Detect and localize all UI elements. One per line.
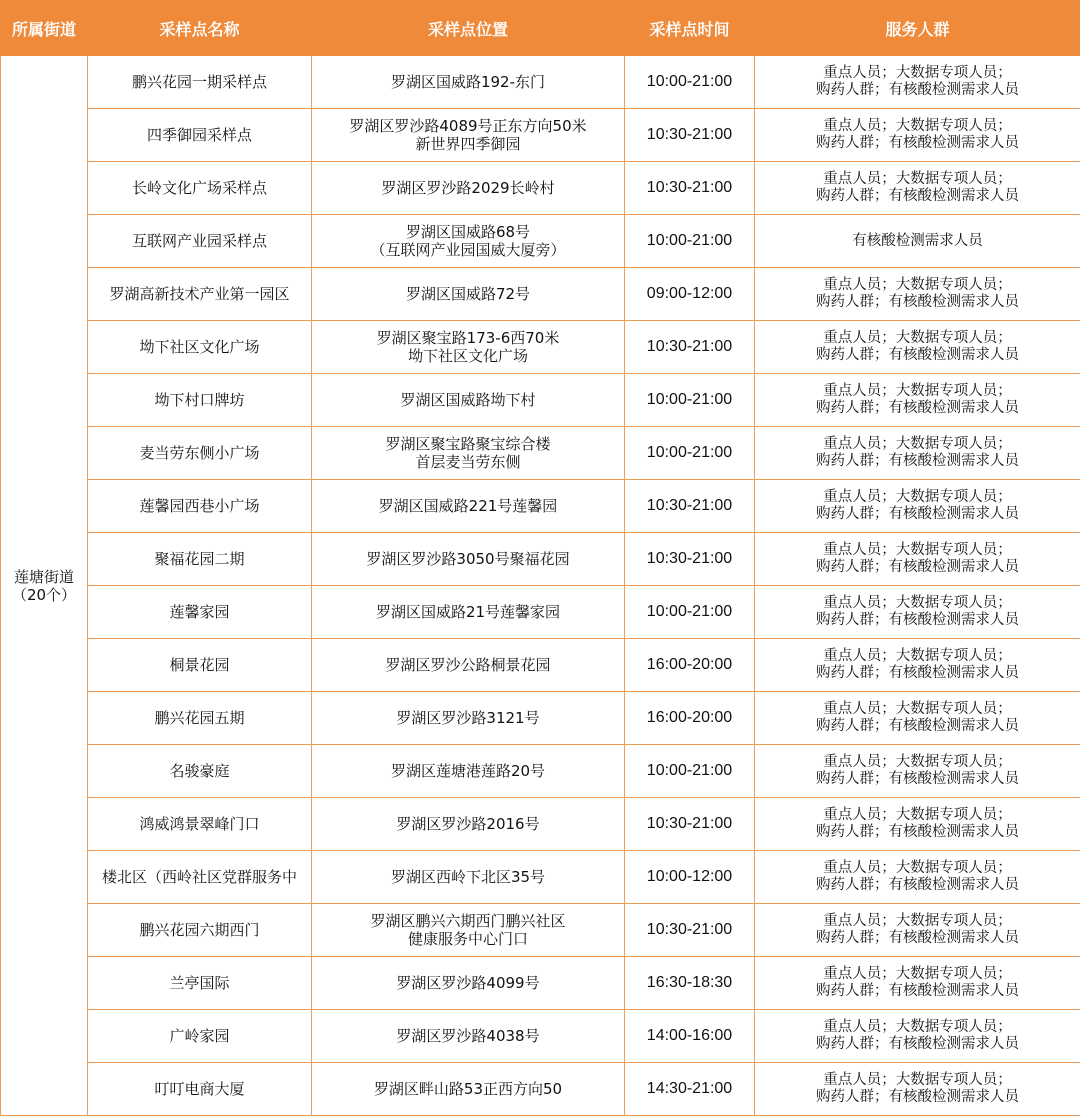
site-location-cell: 罗湖区国威路72号 (312, 268, 625, 321)
site-time-cell: 10:00-21:00 (625, 56, 755, 109)
site-time-cell: 10:30-21:00 (625, 533, 755, 586)
table-row (1, 56, 1080, 109)
site-name-cell: 莲馨园西巷小广场 (88, 480, 312, 533)
site-time-cell: 10:30-21:00 (625, 109, 755, 162)
site-name-cell: 坳下村口牌坊 (88, 374, 312, 427)
site-location-cell: 罗湖区国威路坳下村 (312, 374, 625, 427)
site-name-cell: 麦当劳东侧小广场 (88, 427, 312, 480)
table-row (1, 745, 1080, 798)
site-location-cell: 罗湖区国威路21号莲馨家园 (312, 586, 625, 639)
table-header-row (1, 1, 1080, 56)
site-location-cell: 罗湖区国威路192-东门 (312, 56, 625, 109)
table-row (1, 268, 1080, 321)
site-time-cell: 10:00-21:00 (625, 745, 755, 798)
header-site-time: 采样点时间 (625, 1, 755, 56)
site-name-cell: 罗湖高新技术产业第一园区 (88, 268, 312, 321)
table-row (1, 798, 1080, 851)
site-time-cell: 10:30-21:00 (625, 798, 755, 851)
service-group-cell: 重点人员；大数据专项人员； 购药人群；有核酸检测需求人员 (755, 957, 1080, 1010)
table-row (1, 1010, 1080, 1063)
site-location-cell: 罗湖区莲塘港莲路20号 (312, 745, 625, 798)
site-location-cell: 罗湖区罗沙路4089号正东方向50米 新世界四季御园 (312, 109, 625, 162)
site-time-cell: 14:30-21:00 (625, 1063, 755, 1116)
service-group-cell: 重点人员；大数据专项人员； 购药人群；有核酸检测需求人员 (755, 851, 1080, 904)
table-row (1, 692, 1080, 745)
site-location-cell: 罗湖区罗沙路4099号 (312, 957, 625, 1010)
site-location-cell: 罗湖区聚宝路173-6西70米 坳下社区文化广场 (312, 321, 625, 374)
service-group-cell: 重点人员；大数据专项人员； 购药人群；有核酸检测需求人员 (755, 639, 1080, 692)
site-name-cell: 鹏兴花园六期西门 (88, 904, 312, 957)
service-group-cell: 重点人员；大数据专项人员； 购药人群；有核酸检测需求人员 (755, 692, 1080, 745)
site-name-cell: 桐景花园 (88, 639, 312, 692)
table-row (1, 215, 1080, 268)
site-name-cell: 名骏豪庭 (88, 745, 312, 798)
service-group-cell: 有核酸检测需求人员 (755, 215, 1080, 268)
site-location-cell: 罗湖区畔山路53正西方向50 (312, 1063, 625, 1116)
street-cell: 莲塘街道 （20个） (1, 56, 88, 1116)
service-group-cell: 重点人员；大数据专项人员； 购药人群；有核酸检测需求人员 (755, 480, 1080, 533)
site-time-cell: 16:00-20:00 (625, 692, 755, 745)
site-location-cell: 罗湖区罗沙公路桐景花园 (312, 639, 625, 692)
site-name-cell: 鹏兴花园五期 (88, 692, 312, 745)
site-name-cell: 长岭文化广场采样点 (88, 162, 312, 215)
site-time-cell: 10:30-21:00 (625, 321, 755, 374)
table-row (1, 480, 1080, 533)
header-site-name: 采样点名称 (88, 1, 312, 56)
table-row (1, 904, 1080, 957)
header-service-group: 服务人群 (755, 1, 1080, 56)
table-row (1, 109, 1080, 162)
site-location-cell: 罗湖区罗沙路2016号 (312, 798, 625, 851)
site-time-cell: 10:00-21:00 (625, 215, 755, 268)
service-group-cell: 重点人员；大数据专项人员； 购药人群；有核酸检测需求人员 (755, 268, 1080, 321)
site-time-cell: 10:30-21:00 (625, 904, 755, 957)
site-location-cell: 罗湖区西岭下北区35号 (312, 851, 625, 904)
service-group-cell: 重点人员；大数据专项人员； 购药人群；有核酸检测需求人员 (755, 533, 1080, 586)
table-row (1, 321, 1080, 374)
table-row (1, 1063, 1080, 1116)
table-row (1, 851, 1080, 904)
site-time-cell: 10:30-21:00 (625, 162, 755, 215)
site-name-cell: 坳下社区文化广场 (88, 321, 312, 374)
site-time-cell: 10:00-21:00 (625, 586, 755, 639)
service-group-cell: 重点人员；大数据专项人员； 购药人群；有核酸检测需求人员 (755, 56, 1080, 109)
service-group-cell: 重点人员；大数据专项人员； 购药人群；有核酸检测需求人员 (755, 1063, 1080, 1116)
service-group-cell: 重点人员；大数据专项人员； 购药人群；有核酸检测需求人员 (755, 904, 1080, 957)
site-time-cell: 10:00-21:00 (625, 427, 755, 480)
site-name-cell: 鹏兴花园一期采样点 (88, 56, 312, 109)
site-location-cell: 罗湖区罗沙路3050号聚福花园 (312, 533, 625, 586)
site-name-cell: 鸿威鸿景翠峰门口 (88, 798, 312, 851)
table-row (1, 586, 1080, 639)
table-row (1, 427, 1080, 480)
service-group-cell: 重点人员；大数据专项人员； 购药人群；有核酸检测需求人员 (755, 1010, 1080, 1063)
service-group-cell: 重点人员；大数据专项人员； 购药人群；有核酸检测需求人员 (755, 586, 1080, 639)
table-row (1, 957, 1080, 1010)
table-row (1, 639, 1080, 692)
site-time-cell: 10:30-21:00 (625, 480, 755, 533)
table-row (1, 533, 1080, 586)
site-name-cell: 广岭家园 (88, 1010, 312, 1063)
site-time-cell: 14:00-16:00 (625, 1010, 755, 1063)
site-location-cell: 罗湖区国威路68号 （互联网产业园国威大厦旁） (312, 215, 625, 268)
site-name-cell: 聚福花园二期 (88, 533, 312, 586)
service-group-cell: 重点人员；大数据专项人员； 购药人群；有核酸检测需求人员 (755, 427, 1080, 480)
site-name-cell: 莲馨家园 (88, 586, 312, 639)
service-group-cell: 重点人员；大数据专项人员； 购药人群；有核酸检测需求人员 (755, 162, 1080, 215)
site-time-cell: 10:00-12:00 (625, 851, 755, 904)
site-time-cell: 09:00-12:00 (625, 268, 755, 321)
site-location-cell: 罗湖区国威路221号莲馨园 (312, 480, 625, 533)
site-name-cell: 楼北区（西岭社区党群服务中 (88, 851, 312, 904)
site-location-cell: 罗湖区聚宝路聚宝综合楼 首层麦当劳东侧 (312, 427, 625, 480)
site-time-cell: 16:30-18:30 (625, 957, 755, 1010)
site-name-cell: 叮叮电商大厦 (88, 1063, 312, 1116)
service-group-cell: 重点人员；大数据专项人员； 购药人群；有核酸检测需求人员 (755, 798, 1080, 851)
site-location-cell: 罗湖区罗沙路3121号 (312, 692, 625, 745)
header-street: 所属街道 (1, 1, 88, 56)
service-group-cell: 重点人员；大数据专项人员； 购药人群；有核酸检测需求人员 (755, 321, 1080, 374)
service-group-cell: 重点人员；大数据专项人员； 购药人群；有核酸检测需求人员 (755, 745, 1080, 798)
site-name-cell: 四季御园采样点 (88, 109, 312, 162)
service-group-cell: 重点人员；大数据专项人员； 购药人群；有核酸检测需求人员 (755, 109, 1080, 162)
site-location-cell: 罗湖区罗沙路2029长岭村 (312, 162, 625, 215)
table-row (1, 374, 1080, 427)
site-time-cell: 16:00-20:00 (625, 639, 755, 692)
site-name-cell: 兰亭国际 (88, 957, 312, 1010)
table-row (1, 162, 1080, 215)
site-location-cell: 罗湖区鹏兴六期西门鹏兴社区 健康服务中心门口 (312, 904, 625, 957)
site-location-cell: 罗湖区罗沙路4038号 (312, 1010, 625, 1063)
header-site-location: 采样点位置 (312, 1, 625, 56)
site-time-cell: 10:00-21:00 (625, 374, 755, 427)
service-group-cell: 重点人员；大数据专项人员； 购药人群；有核酸检测需求人员 (755, 374, 1080, 427)
table-body (1, 56, 1080, 1116)
site-name-cell: 互联网产业园采样点 (88, 215, 312, 268)
